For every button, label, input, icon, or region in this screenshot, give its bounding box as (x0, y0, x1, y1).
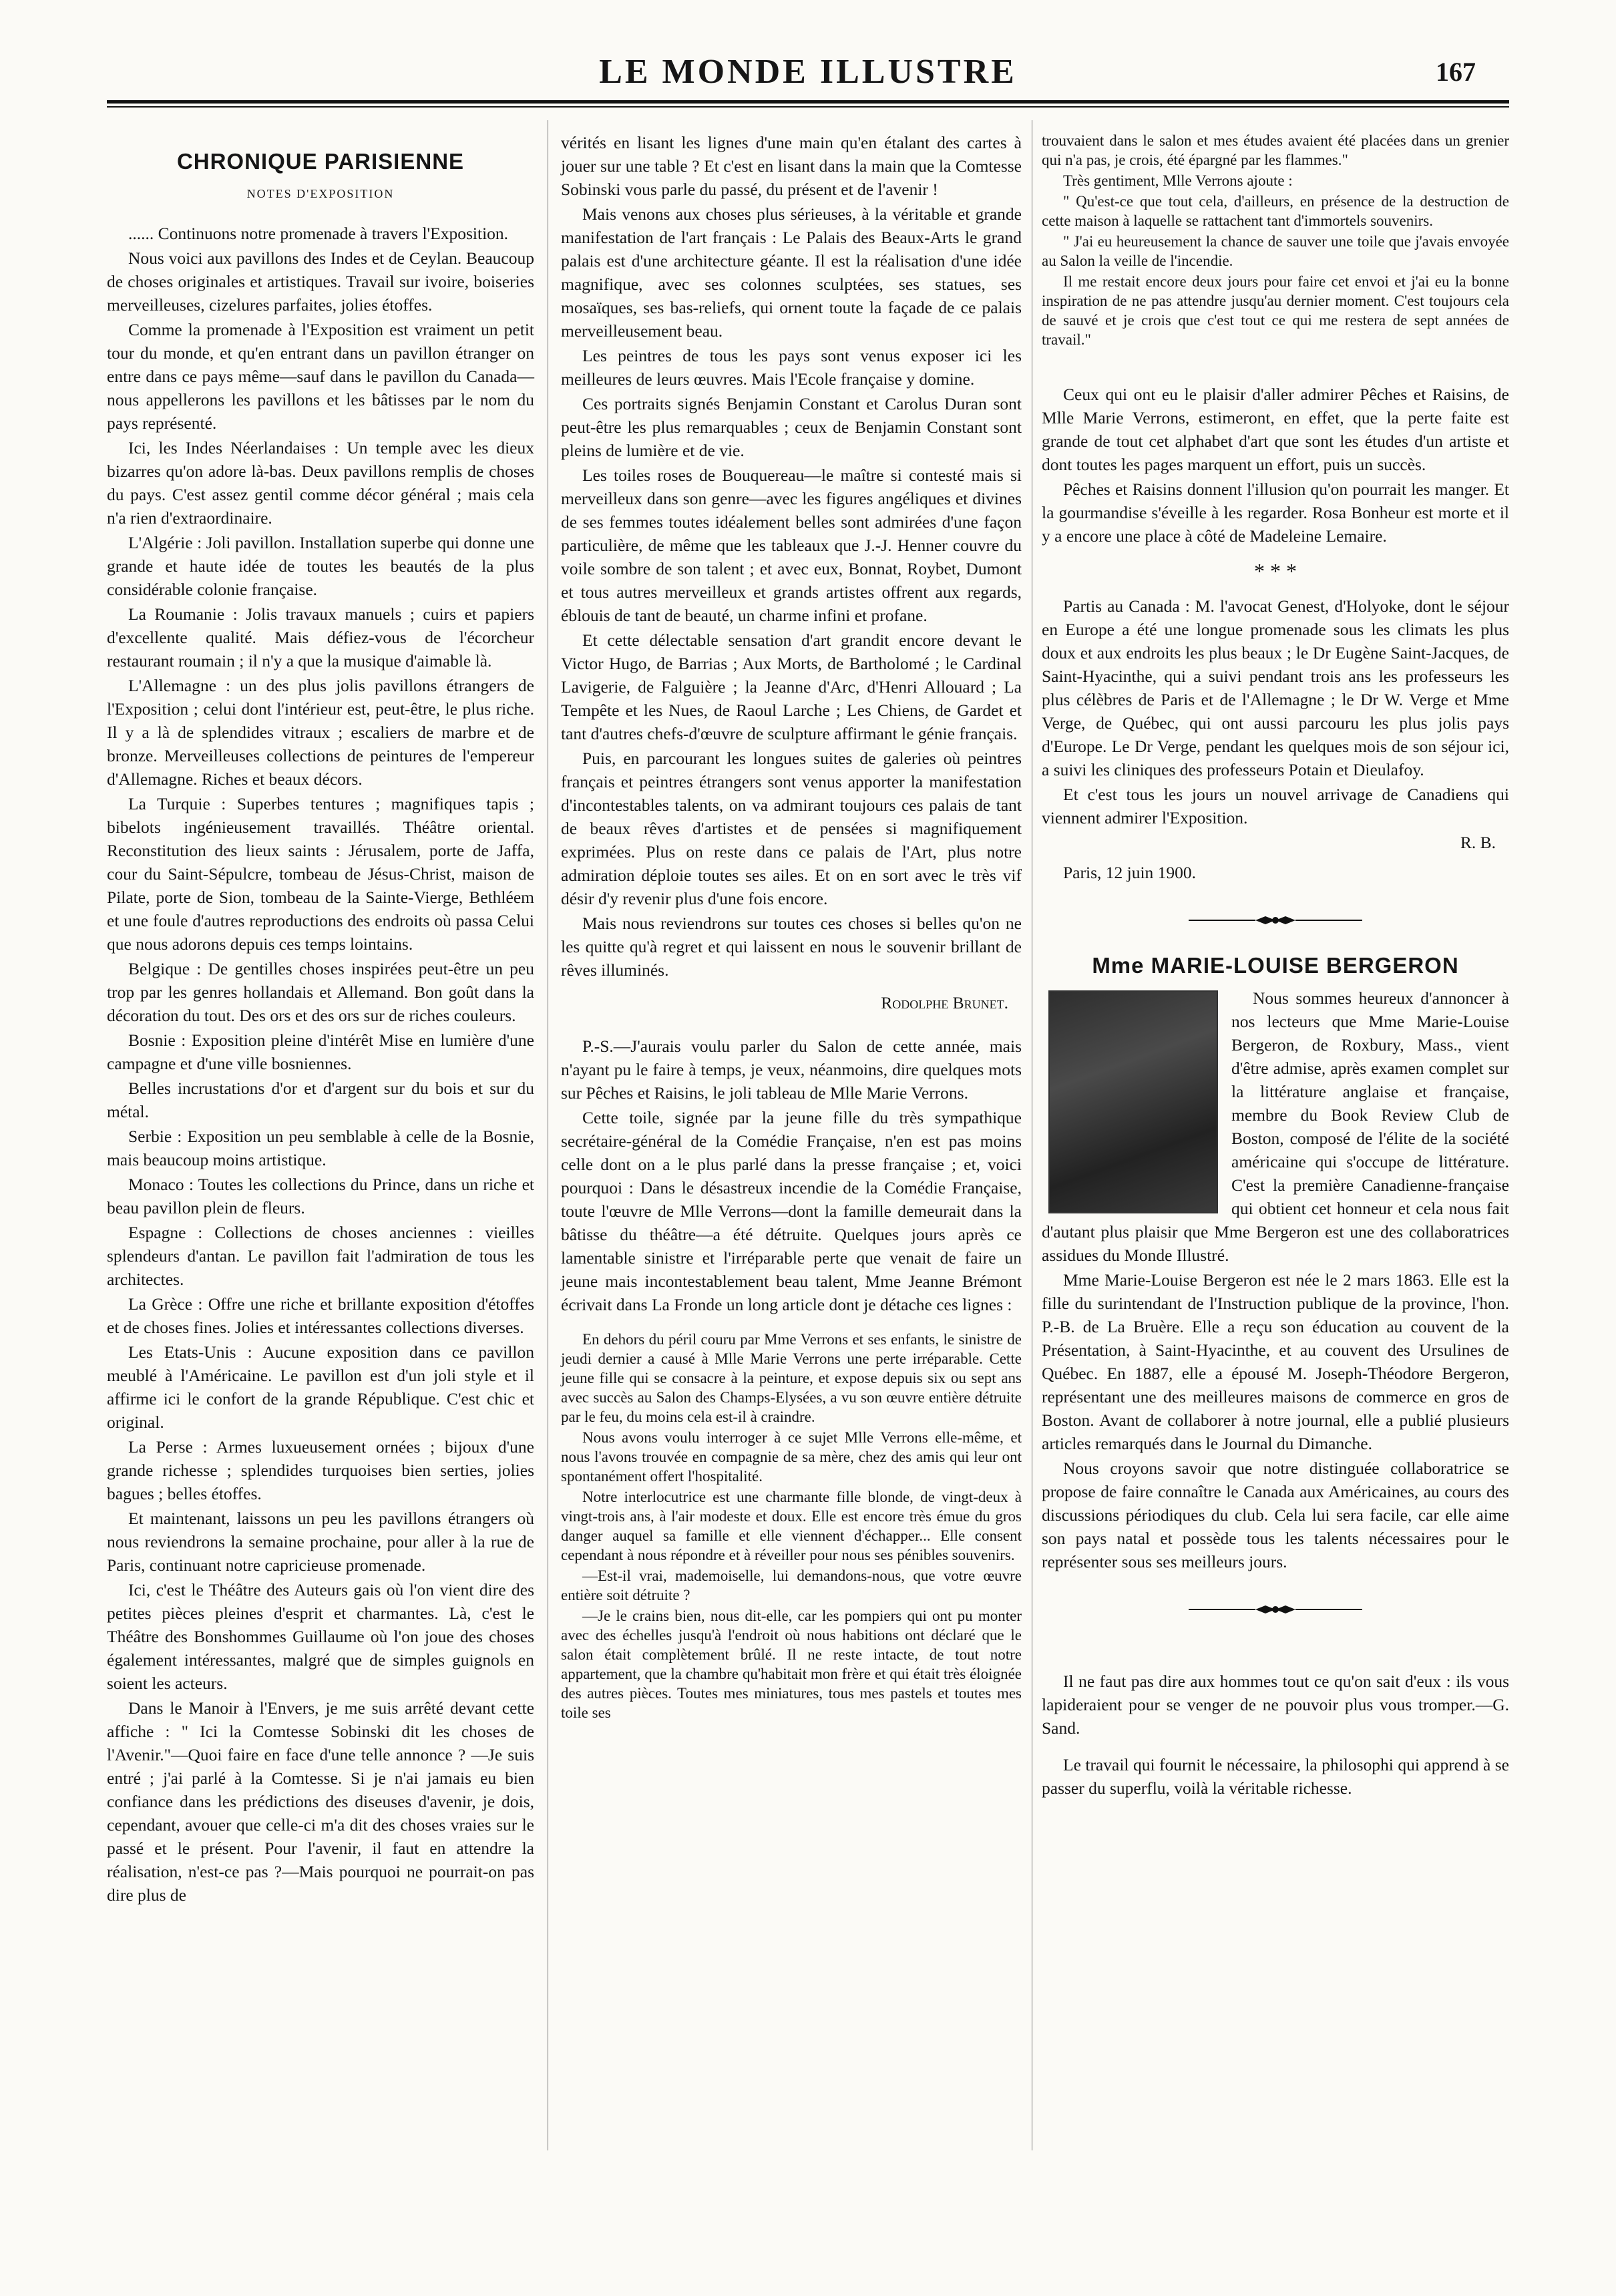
paragraph: Pêches et Raisins donnent l'illusion qu'on pourrait les manger. Et la gourmandise s'éveille à les regarder. Rosa Bonheur est morte et il y a encore une place à côté de Madeleine Lemaire. (1042, 480, 1509, 546)
paragraph: Les peintres de tous les pays sont venus exposer ici les meilleures de leurs œuvres. Mais l'Ecole française y domine. (561, 346, 1022, 389)
masthead-rule (107, 100, 1509, 104)
quote-paragraph: " J'ai eu heureusement la chance de sauver une toile que j'avais envoyée au Salon la veille de l'incendie. (1042, 233, 1509, 269)
author-signature: Rodolphe Brunet. (881, 993, 1008, 1012)
paragraph: Puis, en parcourant les longues suites de galeries où peintres français et peintres étrangers sont venus apporter la manifestation d'incontestables talents, on va admirant toujours ces palais de tant de beaux rêves d'artistes et de pensées si magnifiquement exprimées. Plus on reste dans ce palais de l'Art, plus notre admiration déploie toutes ses ailes. Et on en sort avec le très vif désir d'y revenir plus d'une fois encore. (561, 749, 1022, 908)
section-title: CHRONIQUE PARISIENNE (176, 149, 465, 174)
paragraph: Serbie : Exposition un peu semblable à celle de la Bosnie, mais beaucoup moins artistique. (107, 1127, 534, 1169)
column-3 (1042, 131, 1509, 1800)
paragraph: Et cette délectable sensation d'art grandit encore devant le Victor Hugo, de Barrias ; Aux Morts, de Bartholomé ; le Cardinal Lavigerie, de Falguière ; la Jeanne d'Arc, d'Henri Allouard ; La Tempête et les Nues, de Raoul Larche ; Les Chiens, de Gardet et tant d'autres chefs-d'œuvre de sculpture affirmant le génie français. (561, 630, 1022, 743)
quote-paragraph: " Qu'est-ce que tout cela, d'ailleurs, en présence de la destruction de cette maison à laquelle se rattachent tant d'immortels souvenirs. (1042, 193, 1509, 229)
quote-paragraph: —Je le crains bien, nous dit-elle, car les pompiers qui ont pu monter avec des échelles jusqu'à l'endroit où nous habitions ont déclaré que le salon était complètement brûlé. Il ne reste intacte, de tout notre appartement, que la chambre qu'habitait mon frère et qui était très éloignée des autres pièces. Toutes mes miniatures, tous mes pastels et toutes mes toile ses (561, 1607, 1022, 1721)
paragraph: Comme la promenade à l'Exposition est vraiment un petit tour du monde, et qu'en entrant dans un pavillon étranger on entre dans ce pays même—sauf dans le pavillon du Canada—nous appellerons les pavillons et les bâtisses par le nom du pays représenté. (107, 320, 534, 433)
paragraph: L'Allemagne : un des plus jolis pavillons étrangers de l'Exposition ; celui dont l'intérieur est, peut-être, le plus riche. Il y a là de splendides vitraux ; escaliers de marbre et de bronze. Merveilleuses collections de peintures de l'empereur d'Allemagne. Riches et beaux décors. (107, 676, 534, 789)
maxim: Le travail qui fournit le nécessaire, la philosophi qui apprend à se passer du superflu, voilà la véritable richesse. (1042, 1755, 1509, 1798)
quote-paragraph: Notre interlocutrice est une charmante fille blonde, de vingt-deux à vingt-trois ans, à l'air modeste et doux. Elle est encore très émue du gros danger auquel sa famille et elle viennent d'échapper... Elle consent cependant à nous répondre et à réveiller pour nous ses pénibles souvenirs. (561, 1489, 1022, 1563)
paragraph: Nous sommes heureux d'annoncer à nos lecteurs que Mme Marie-Louise Bergeron, de Roxbury, Mass., vient d'être admise, après examen complet sur la littérature anglaise et française, membre du Book Review Club de Boston, composé de l'élite de la société américaine qui s'occupe de littérature. C'est la première Canadienne-française qui obtient cet honneur et cela nous fait d'autant plus plaisir que Mme Bergeron est une des collaboratrices assidues du Monde Illustré. (1042, 988, 1509, 1265)
paragraph: Nous croyons savoir que notre distinguée collaboratrice se propose de faire connaître le Canada aux Américaines, au cours des discussions périodiques du club. Cela lui sera facile, car elle aime son pays natal et possède tous les talents nécessaires pour le représenter sous ses meilleurs jours. (1042, 1459, 1509, 1571)
section-title: Mme MARIE-LOUISE BERGERON (1092, 953, 1459, 978)
quote-paragraph: En dehors du péril couru par Mme Verrons et ses enfants, le sinistre de jeudi dernier a causé à Mlle Marie Verrons une perte irréparable. Cette jeune fille qui se consacre à la peinture, et expose depuis six ou sept ans avec succès au Salon des Champs-Elysées, a vu son œuvre entière détruite par le feu, du moins cela est-il à craindre. (561, 1331, 1022, 1425)
page-number: 167 (1436, 57, 1476, 87)
section-subtitle: NOTES D'EXPOSITION (246, 187, 395, 200)
paragraph: Bosnie : Exposition pleine d'intérêt Mise en lumière d'une campagne et d'une ville bosniennes. (107, 1030, 534, 1073)
masthead-rule-thin (107, 106, 1509, 108)
paragraph: La Roumanie : Jolis travaux manuels ; cuirs et papiers d'excellente qualité. Mais défiez-vous de l'écorcheur restaurant roumain ; il n'y a que la musique d'aimable là. (107, 604, 534, 671)
paragraph: L'Algérie : Joli pavillon. Installation superbe qui donne une grande et haute idée de toutes les beautés de la plus considérable colonie française. (107, 533, 534, 599)
paragraph: Mais venons aux choses plus sérieuses, à la véritable et grande manifestation de l'art français : Le Palais des Beaux-Arts le grand palais est d'une architecture géante. Il est la réalisation d'une idée magnifique, avec ses colonnes sculptées, ses statues, ses mosaïques, ses bas-reliefs, qui ornent toute la façade de ce palais merveilleusement beau. (561, 204, 1022, 341)
quote-paragraph: Très gentiment, Mlle Verrons ajoute : (1063, 172, 1293, 189)
paragraph: ...... Continuons notre promenade à travers l'Exposition. (128, 224, 509, 243)
paragraph: Partis au Canada : M. l'avocat Genest, d'Holyoke, dont le séjour en Europe a été une longue promenade sous les climats les plus doux et aux endroits les plus beaux ; le Dr Eugène Saint-Jacques, de Saint-Hyacinthe, qui a suivi pendant trois ans les professeurs les plus célèbres de Paris et de l'Allemagne ; le Dr W. Verge et Mme Verge, de Québec, qui ont aussi parcouru les plus jolis pays d'Europe. Le Dr Verge, pendant les quelques mois de son séjour ici, a suivi les cliniques des professeurs Potain et Dieulafoy. (1042, 596, 1509, 779)
paragraph: La Turquie : Superbes tentures ; magnifiques tapis ; bibelots ingénieusement travaillés. Théâtre oriental. Reconstitution des lieux saints : Jérusalem, porte de Jaffa, cour du Saint-Sépulcre, tombeau de Jésus-Christ, maison de Pilate, porte de Sion, tombeau de la Sainte-Vierge, Bethléem et une foule d'autres reproductions des endroits où passa Celui que nous adorons depuis ces temps lointains. (107, 794, 534, 954)
paragraph: Monaco : Toutes les collections du Prince, dans un riche et beau pavillon plein de fleurs. (107, 1175, 534, 1217)
paragraph: Belgique : De gentilles choses inspirées peut-être un peu trop par les genres hollandais et Allemand. Bon goût dans la décoration du tout. Des ors et des ors sur de riches couleurs. (107, 959, 534, 1025)
paragraph: Les toiles roses de Bouquereau—le maître si contesté mais si merveilleux dans son genre—avec les figures angéliques et divines de ses femmes toutes idéalement belles sont admirées d'une façon particulière, de même que les tableaux que J.-J. Henner couvre du voile sombre de son talent ; et avec eux, Bonnat, Roybet, Dumont et tous autres merveilleux et grands artistes offrent aux regards, éblouis de tant de beauté, un charme infini et profane. (561, 465, 1022, 625)
paragraph: Espagne : Collections de choses anciennes : vieilles splendeurs d'antan. Le pavillon fait l'admiration de tous les architectes. (107, 1223, 534, 1289)
paragraph: Et maintenant, laissons un peu les pavillons étrangers où nous reviendrons la semaine prochaine, pour aller à la rue de Paris, continuant notre capricieuse promenade. (107, 1509, 534, 1575)
paragraph: Ici, les Indes Néerlandaises : Un temple avec les dieux bizarres qu'on adore là-bas. Deux pavillons remplis de choses du pays. C'est assez gentil comme décor général ; mais cela n'a rien d'extraordinaire. (107, 438, 534, 528)
ornament-divider (1042, 1603, 1509, 1616)
quotation-block (1042, 131, 1509, 349)
ornament-divider (1042, 914, 1509, 927)
paragraph: Mais nous reviendrons sur toutes ces choses si belles qu'on ne les quitte qu'à regret et qui laissent en nous le souvenir brillant de rêves illuminés. (561, 914, 1022, 980)
paragraph: Mme Marie-Louise Bergeron est née le 2 mars 1863. Elle est la fille du surintendant de l'Instruction publique de la province, l'hon. P.-B. de La Bruère. Elle a reçu son éducation au couvent de la Présentation, à Saint-Hyacinthe, et au couvent des Ursulines de Québec. En 1887, elle a épousé M. Joseph-Théodore Bergeron, représentant une des meilleures maisons de commerce en gros de Boston. Avant de collaborer à notre journal, elle a publié plusieurs articles remarqués dans le Journal du Dimanche. (1042, 1270, 1509, 1453)
dateline: Paris, 12 juin 1900. (1063, 863, 1197, 882)
maxim: Il ne faut pas dire aux hommes tout ce qu'on sait d'eux : ils vous lapideraient pour se venger de ne pouvoir plus vous tromper.—G. Sand. (1042, 1672, 1509, 1738)
paragraph: La Perse : Armes luxueusement ornées ; bijoux d'une grande richesse ; splendides turquoises bien serties, jolies bagues ; belles étoffes. (107, 1437, 534, 1503)
paragraph: Ces portraits signés Benjamin Constant et Carolus Duran sont peut-être les plus remarquables ; ceux de Benjamin Constant sont pleins de lumière et de vie. (561, 394, 1022, 460)
paragraph: Dans le Manoir à l'Envers, je me suis arrêté devant cette affiche : " Ici la Comtesse Sobinski dit les choses de l'Avenir."—Quoi faire en face d'une telle annonce ? —Je suis entré ; j'ai parlé à la Comtesse. Si je n'ai jamais eu bien confiance dans les prédictions des diseuses d'avenir, je dois, cependant, avouer que celle-ci m'a dit des choses vraies sur le passé et le présent. Pour l'avenir, il faut en attendre la réalisation, n'est-ce pas ?—Mais pourquoi ne pourrait-on pas dire plus de (107, 1698, 534, 1905)
paragraph: Ici, c'est le Théâtre des Auteurs gais où l'on vient dire des petites pièces pleines d'esprit et charmantes. Là, c'est le Théâtre des Bonshommes Guillaume où l'on joue des choses également intéressantes, malgré que de simples guignols en soient les acteurs. (107, 1580, 534, 1693)
quote-paragraph: Il me restait encore deux jours pour faire cet envoi et j'ai eu la bonne inspiration de ne pas attendre jusqu'au dernier moment. C'est toujours cela de sauvé et je crois que c'est tout ce qui me restera de sept années de travail." (1042, 273, 1509, 348)
portrait-photo (1048, 990, 1218, 1213)
asterism-separator: * * * (1254, 559, 1297, 583)
paragraph: Les Etats-Unis : Aucune exposition dans ce pavillon meublé à l'Américaine. Le pavillon est d'un joli style et il affirme ici le confort de la grande République. C'est chic et original. (107, 1342, 534, 1432)
paragraph: Ceux qui ont eu le plaisir d'aller admirer Pêches et Raisins, de Mlle Marie Verrons, estimeront, en effet, que la perte faite est grande de tout cet alphabet d'art que sont les études d'un artiste et dont toutes les pages marquent un effort, puis un succès. (1042, 385, 1509, 474)
paragraph: Belles incrustations d'or et d'argent sur du bois et sur du métal. (107, 1079, 534, 1121)
paragraph: P.-S.—J'aurais voulu parler du Salon de cette année, mais n'ayant pu le faire à temps, je veux, néanmoins, dire quelques mots sur Pêches et Raisins, le joli tableau de Mlle Marie Verrons. (561, 1036, 1022, 1103)
paragraph: La Grèce : Offre une riche et brillante exposition d'étoffes et de choses fines. Jolies et intéressantes collections diverses. (107, 1294, 534, 1337)
quote-paragraph: —Est-il vrai, mademoiselle, lui demandons-nous, que votre œuvre entière soit détruite ? (561, 1567, 1022, 1603)
paragraph: Cette toile, signée par la jeune fille du très sympathique secrétaire-général de la Comédie Française, n'en est pas moins celle dont on a le plus parlé dans la presse française ; et, voici pourquoi : Dans le désastreux incendie de la Comédie Française, toute l'œuvre de Mlle Verrons—dont la famille demeurait dans la bâtisse du théâtre—a été détruite. Quelques jours après ce lamentable sinistre et l'irréparable perte que venait de faire un jeune mais incontestablement beau talent, Mme Jeanne Brémont écrivait dans La Fronde un long article dont je détache ces lignes : (561, 1108, 1022, 1314)
column-1 (107, 131, 534, 1907)
quotation-block (561, 1330, 1022, 1722)
masthead-title: LE MONDE ILLUSTRE (599, 53, 1017, 91)
paragraph: Nous voici aux pavillons des Indes et de Ceylan. Beaucoup de choses originales et artistiques. Travail sur ivoire, boiseries merveilleuses, cizelures parfaites, jolies étoffes. (107, 248, 534, 315)
paragraph: vérités en lisant les lignes d'une main qu'en étalant des cartes à jouer sur une table ? Et c'est en lisant dans la main que la Comtesse Sobinski vous parle du passé, du présent et de l'avenir ! (561, 133, 1022, 199)
quote-paragraph: trouvaient dans le salon et mes études avaient été placées dans un grenier qui n'a pas, je crois, été épargné par les flammes." (1042, 132, 1509, 168)
column-2 (561, 131, 1022, 1729)
quote-paragraph: Nous avons voulu interroger à ce sujet Mlle Verrons elle-même, et nous l'avons trouvée en compagnie de sa mère, chez des amis qui leur ont spontanément offert l'hospitalité. (561, 1429, 1022, 1485)
paragraph: Et c'est tous les jours un nouvel arrivage de Canadiens qui viennent admirer l'Exposition. (1042, 785, 1509, 827)
initials-signature: R. B. (1460, 833, 1496, 852)
